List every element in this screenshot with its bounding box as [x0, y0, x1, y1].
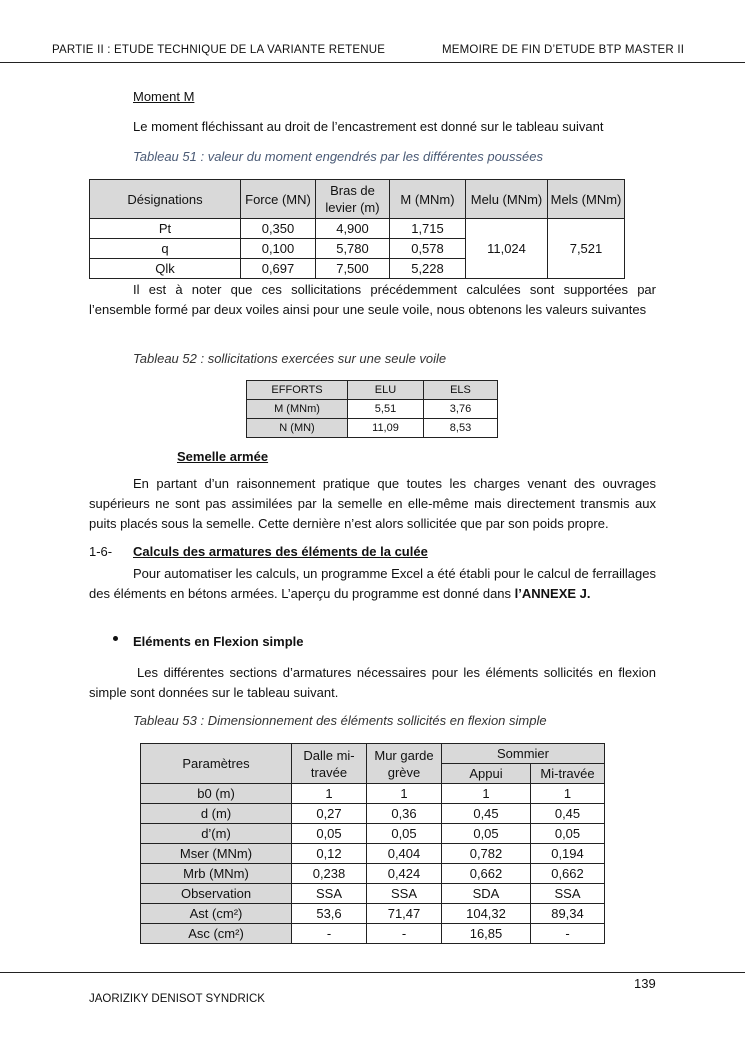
table-cell: 0,578	[390, 239, 466, 259]
table-header-cell: Désignations	[90, 180, 241, 219]
moment-intro: Le moment fléchissant au droit de l’encastrement est donné sur le tableau suivant	[133, 119, 604, 134]
table-cell: 1	[442, 784, 531, 804]
table-cell: d’(m)	[141, 824, 292, 844]
table-53	[140, 743, 605, 944]
table51-caption: Tableau 51 : valeur du moment engendrés par les différentes poussées	[133, 149, 544, 164]
table-cell: 0,36	[367, 804, 442, 824]
flexion-bullet: Eléments en Flexion simple	[133, 634, 304, 649]
table-cell: 0,404	[367, 844, 442, 864]
table-cell: 5,228	[390, 259, 466, 279]
table-cell: 0,12	[292, 844, 367, 864]
table-51	[89, 179, 625, 279]
table-cell: SSA	[367, 884, 442, 904]
header-right: MEMOIRE DE FIN D’ETUDE BTP MASTER II	[442, 44, 685, 56]
table-cell: d (m)	[141, 804, 292, 824]
table-cell: 0,05	[292, 824, 367, 844]
section-text-body: Pour automatiser les calculs, un programme Excel a été établi pour le calcul de ferraillages des éléments en bétons armées. L’aperçu du programme est donné dans	[89, 566, 656, 601]
table-52	[246, 380, 498, 438]
table-cell: 0,238	[292, 864, 367, 884]
table-header-cell: M (MNm)	[390, 180, 466, 219]
table-cell: 0,782	[442, 844, 531, 864]
table-cell: 0,697	[241, 259, 316, 279]
table-row	[247, 419, 498, 438]
table-cell: N (MN)	[247, 419, 348, 438]
table-cell: 0,662	[442, 864, 531, 884]
melu-cell: 11,024	[466, 219, 548, 279]
section-title: Calculs des armatures des éléments de la culée	[133, 544, 428, 559]
table-header-cell: ELU	[348, 381, 424, 400]
table52-caption: Tableau 52 : sollicitations exercées sur une seule voile	[133, 351, 447, 366]
table-cell: Mrb (MNm)	[141, 864, 292, 884]
table-row	[141, 924, 605, 944]
table-row	[141, 884, 605, 904]
table-header-cell: Melu (MNm)	[466, 180, 548, 219]
table-cell: b0 (m)	[141, 784, 292, 804]
footer-author: JAORIZIKY DENISOT SYNDRICK	[89, 993, 265, 1005]
table-row	[141, 784, 605, 804]
table-header-cell: ELS	[424, 381, 498, 400]
table-cell: 0,05	[442, 824, 531, 844]
table-cell: M (MNm)	[247, 400, 348, 419]
mels-cell: 7,521	[548, 219, 625, 279]
table-header-cell: Dalle mi-travée	[292, 744, 367, 784]
table-cell: 5,51	[348, 400, 424, 419]
table-cell: 53,6	[292, 904, 367, 924]
table-cell: 0,45	[531, 804, 605, 824]
table-subheader-cell: Mi-travée	[531, 764, 605, 784]
table-cell: Pt	[90, 219, 241, 239]
section-text	[89, 564, 656, 604]
table-cell: 0,424	[367, 864, 442, 884]
table-cell: 5,780	[316, 239, 390, 259]
table-cell: SSA	[292, 884, 367, 904]
para-sollicitations: Il est à noter que ces sollicitations précédemment calculées sont supportées par l’ensemble formé par deux voiles ainsi pour une seule voile, nous obtenons les valeurs suivantes	[89, 282, 656, 317]
table-cell: 1,715	[390, 219, 466, 239]
table-cell: 71,47	[367, 904, 442, 924]
table-cell: SSA	[531, 884, 605, 904]
table-row	[141, 904, 605, 924]
table-cell: Qlk	[90, 259, 241, 279]
table-cell: 1	[367, 784, 442, 804]
table-header-cell: Sommier	[442, 744, 605, 764]
table-cell: -	[531, 924, 605, 944]
table-cell: 0,100	[241, 239, 316, 259]
page-header	[0, 0, 745, 63]
table-cell: 3,76	[424, 400, 498, 419]
page-number: 139	[634, 976, 656, 991]
table-cell: 0,05	[367, 824, 442, 844]
semelle-title: Semelle armée	[177, 449, 269, 464]
table-row	[141, 844, 605, 864]
table-cell: 7,500	[316, 259, 390, 279]
table-cell: Observation	[141, 884, 292, 904]
table-row	[141, 824, 605, 844]
table-cell: 0,45	[442, 804, 531, 824]
table-row	[141, 804, 605, 824]
moment-title: Moment M	[133, 89, 195, 104]
table-cell: 8,53	[424, 419, 498, 438]
table-cell: Asc (cm²)	[141, 924, 292, 944]
footer-divider	[0, 972, 745, 973]
table-header-cell: Mels (MNm)	[548, 180, 625, 219]
table-cell: 1	[292, 784, 367, 804]
table-cell: 0,27	[292, 804, 367, 824]
flexion-text: Les différentes sections d’armatures nécessaires pour les éléments sollicités en flexion simple sont données sur le tableau suivant.	[89, 665, 656, 700]
table-cell: 0,662	[531, 864, 605, 884]
table-cell: 89,34	[531, 904, 605, 924]
semelle-text: En partant d’un raisonnement pratique que toutes les charges venant des ouvrages supérieurs ne sont pas assimilées par la semelle en elle-même mais directement transmis aux puits placés sous la semelle. Cette dernière n’est alors sollicitée que par son poids propre.	[89, 476, 656, 531]
table-subheader-cell: Appui	[442, 764, 531, 784]
table-header-cell: EFFORTS	[247, 381, 348, 400]
annex-ref: l’ANNEXE J.	[514, 586, 591, 601]
table-cell: 0,350	[241, 219, 316, 239]
table-row	[90, 219, 625, 239]
table-header-cell: Mur garde grève	[367, 744, 442, 784]
table-cell: Ast (cm²)	[141, 904, 292, 924]
table-cell: 0,194	[531, 844, 605, 864]
table-cell: 104,32	[442, 904, 531, 924]
table-cell: -	[292, 924, 367, 944]
table-header-cell: Bras de levier (m)	[316, 180, 390, 219]
table-cell: 0,05	[531, 824, 605, 844]
table-cell: Mser (MNm)	[141, 844, 292, 864]
header-left: PARTIE II : ETUDE TECHNIQUE DE LA VARIANTE RETENUE	[52, 44, 386, 56]
table53-caption: Tableau 53 : Dimensionnement des éléments sollicités en flexion simple	[133, 713, 547, 728]
table-header-cell: Paramètres	[141, 744, 292, 784]
table-cell: 11,09	[348, 419, 424, 438]
table-cell: SDA	[442, 884, 531, 904]
table-cell: 4,900	[316, 219, 390, 239]
table-row	[247, 400, 498, 419]
bullet-icon	[113, 636, 118, 641]
table-header-cell: Force (MN)	[241, 180, 316, 219]
table-cell: 1	[531, 784, 605, 804]
table-row	[141, 864, 605, 884]
table-cell: 16,85	[442, 924, 531, 944]
section-number: 1-6-	[89, 544, 113, 559]
table-cell: -	[367, 924, 442, 944]
table-cell: q	[90, 239, 241, 259]
